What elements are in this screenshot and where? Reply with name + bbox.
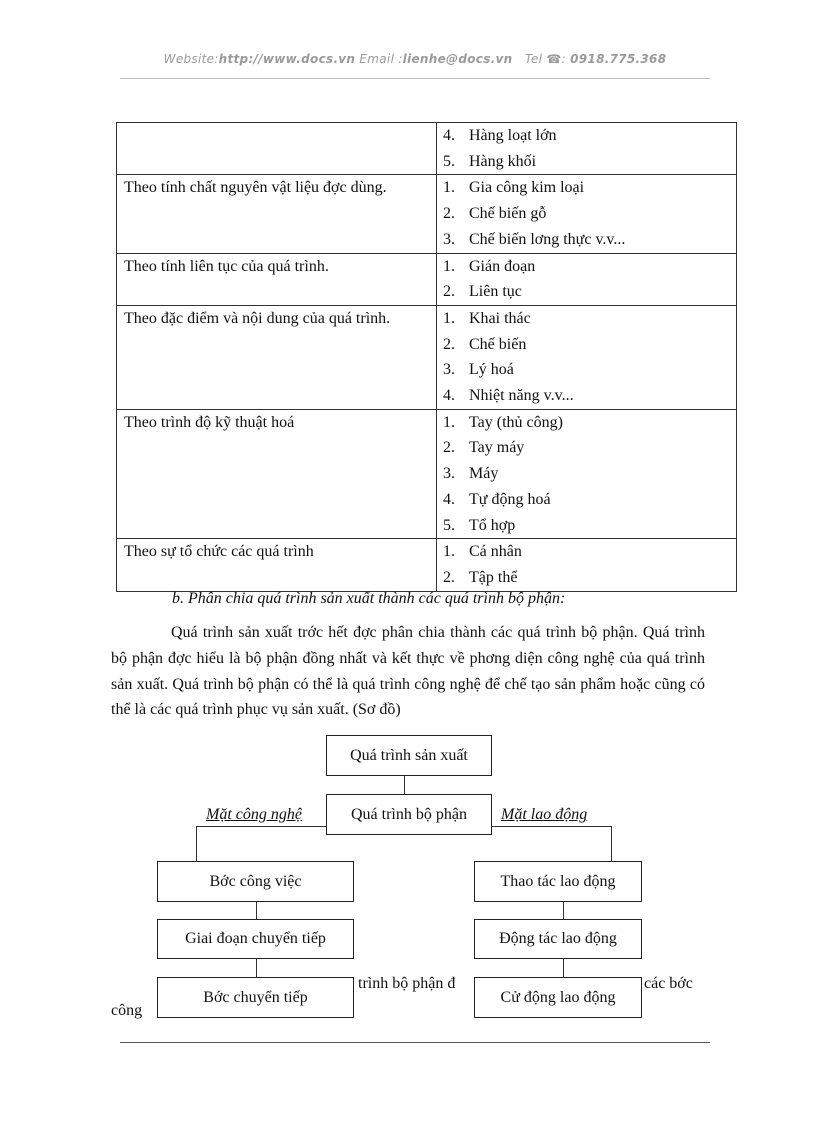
criterion-cell <box>117 539 437 591</box>
option-item <box>443 149 736 175</box>
diagram-box-right-2: Động tác lao động <box>474 919 642 959</box>
option-text: Lý hoá <box>469 361 514 379</box>
option-item <box>443 175 736 201</box>
option-text: Chế biến gỗ <box>469 205 547 223</box>
criterion-text: Theo tính chất nguyên vật liệu đợc dùng. <box>124 179 387 197</box>
option-number: 1. <box>443 257 455 275</box>
option-number: 4. <box>443 490 455 508</box>
option-text: Hàng khối <box>469 152 537 170</box>
branch-label-labor: Mặt lao động <box>501 806 588 823</box>
option-item <box>443 565 736 591</box>
tel-label: Tel ☎: <box>524 52 566 66</box>
diagram-box-left-1: Bớc công việc <box>157 861 354 902</box>
option-item <box>443 123 736 149</box>
options-cell <box>437 305 737 409</box>
tel-value: 0918.775.368 <box>570 52 667 66</box>
criterion-text: Theo trình độ kỹ thuật hoá <box>124 413 295 431</box>
option-number: 3. <box>443 361 455 379</box>
options-cell <box>437 253 737 305</box>
options-cell <box>437 123 737 175</box>
option-item <box>443 435 736 461</box>
criterion-cell <box>117 253 437 305</box>
option-number: 3. <box>443 230 455 248</box>
criterion-cell <box>117 305 437 409</box>
classification-table <box>116 122 737 592</box>
email-value[interactable]: lienhe@docs.vn <box>402 52 513 66</box>
option-item <box>443 383 736 409</box>
table-row <box>117 253 737 305</box>
body-paragraph: Quá trình sản xuất trớc hết đợc phân chia thành các quá trình bộ phận. Quá trình bộ phận đợc hiểu là bộ phận đồng nhất và kết thực về phơng diện công nghệ của quá trình sản xuất. Quá trình bộ phận có thể là quá trình công nghệ để chế tạo sản phẩm hoặc cũng có thể là các quá trình phục vụ sản xuất. (Sơ đồ) <box>111 624 705 719</box>
option-item <box>443 410 736 436</box>
footer-divider <box>120 1042 710 1043</box>
diagram-box-left-2: Giai đoạn chuyển tiếp <box>157 919 354 959</box>
diagram-box-right-1: Thao tác lao động <box>474 861 642 902</box>
branch-label-technology: Mặt công nghệ <box>206 806 302 823</box>
option-text: Chế biến lơng thực v.v... <box>469 230 626 248</box>
diagram-box-right-3: Cử động lao động <box>474 977 642 1018</box>
option-number: 1. <box>443 413 455 431</box>
option-text: Máy <box>469 465 499 483</box>
table-row <box>117 175 737 253</box>
section-b-heading: b. Phân chia quá trình sản xuất thành các quá trình bộ phận: <box>172 590 566 607</box>
email-label: Email : <box>359 52 403 66</box>
option-number: 1. <box>443 179 455 197</box>
option-number: 2. <box>443 568 455 586</box>
option-number: 2. <box>443 439 455 457</box>
option-text: Nhiệt năng v.v... <box>469 387 574 405</box>
option-item <box>443 306 736 332</box>
option-number: 1. <box>443 543 455 561</box>
website-label: Website: <box>163 52 219 66</box>
option-text: Gián đoạn <box>469 257 536 275</box>
criterion-text: Theo đặc điểm và nội dung của quá trình. <box>124 309 391 327</box>
option-number: 1. <box>443 309 455 327</box>
option-number: 2. <box>443 335 455 353</box>
option-number: 3. <box>443 465 455 483</box>
option-item <box>443 279 736 305</box>
options-cell <box>437 409 737 539</box>
hidden-text-left: công <box>111 1002 143 1019</box>
option-text: Khai thác <box>469 309 531 327</box>
connector-left-down <box>196 826 197 862</box>
connector-right-2-3 <box>563 958 564 978</box>
option-text: Hàng loạt lớn <box>469 127 557 144</box>
option-number: 4. <box>443 127 455 144</box>
page-header <box>120 52 710 66</box>
option-item <box>443 254 736 280</box>
options-cell <box>437 175 737 253</box>
option-item <box>443 201 736 227</box>
criterion-text: Theo tính liên tục của quá trình. <box>124 257 329 275</box>
diagram-box-left-3: Bớc chuyển tiếp <box>157 977 354 1018</box>
option-item <box>443 357 736 383</box>
option-text: Tổ hợp <box>469 516 516 534</box>
option-number: 5. <box>443 152 455 170</box>
connector-root-sub <box>404 775 405 795</box>
option-number: 2. <box>443 283 455 301</box>
option-text: Liên tục <box>469 283 522 301</box>
criterion-cell <box>117 409 437 539</box>
hidden-text-middle: trình bộ phận đ <box>358 975 456 992</box>
option-item <box>443 513 736 539</box>
option-text: Tự động hoá <box>469 490 551 508</box>
option-text: Chế biến <box>469 335 527 353</box>
connector-left-2-3 <box>256 958 257 978</box>
table-row <box>117 539 737 591</box>
table-row <box>117 123 737 175</box>
option-text: Tay máy <box>469 439 525 457</box>
option-item <box>443 487 736 513</box>
table-row <box>117 305 737 409</box>
hidden-text-right: các bớc <box>644 975 693 992</box>
website-url[interactable]: http://www.docs.vn <box>218 52 356 66</box>
option-number: 2. <box>443 205 455 223</box>
connector-right-1-2 <box>563 901 564 921</box>
table-row <box>117 409 737 539</box>
option-text: Tay (thủ công) <box>469 413 563 431</box>
option-item <box>443 227 736 253</box>
option-item <box>443 461 736 487</box>
options-cell <box>437 539 737 591</box>
option-text: Gia công kim loại <box>469 179 585 197</box>
header-divider <box>120 78 710 79</box>
diagram-box-root: Quá trình sản xuất <box>326 735 492 776</box>
option-text: Cá nhân <box>469 543 522 561</box>
option-text: Tập thể <box>469 568 518 586</box>
criterion-text: Theo sự tổ chức các quá trình <box>124 543 314 561</box>
option-item <box>443 332 736 358</box>
option-item <box>443 539 736 565</box>
diagram-box-subprocess: Quá trình bộ phận <box>326 794 492 835</box>
criterion-cell <box>117 175 437 253</box>
criterion-cell <box>117 123 437 175</box>
option-number: 4. <box>443 387 455 405</box>
connector-right-down <box>611 826 612 862</box>
connector-left-1-2 <box>256 901 257 921</box>
option-number: 5. <box>443 516 455 534</box>
